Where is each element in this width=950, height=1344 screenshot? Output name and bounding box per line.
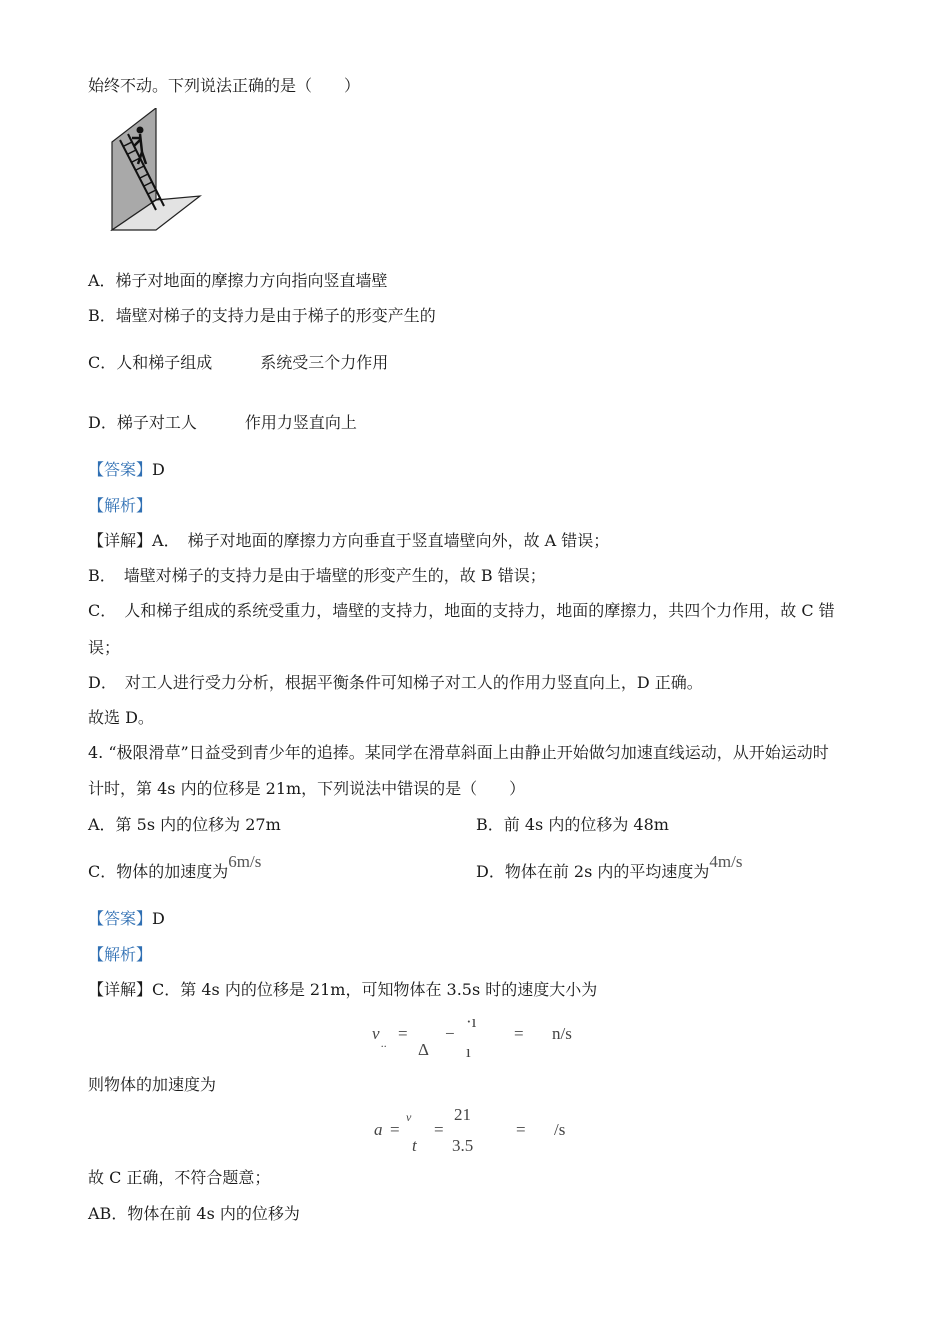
- eq1-bottom: ı: [466, 1042, 471, 1061]
- eq2-unit: /s: [554, 1120, 566, 1139]
- answer-value: D: [152, 909, 165, 928]
- q3-analysis: [88, 496, 152, 516]
- eq2-equals-2: =: [434, 1120, 444, 1139]
- q3-option-c: C．人和梯子组成 系统受三个力作用: [88, 353, 389, 372]
- eq1-equals-2: =: [514, 1024, 524, 1043]
- detail-text: A． 梯子对地面的摩擦力方向垂直于竖直墙壁向外，故 A 错误；: [152, 531, 610, 550]
- eq1-delta: Δ: [418, 1040, 429, 1059]
- eq1-unit: n/s: [552, 1024, 572, 1043]
- q4-option-b: B．前 4s 内的位移为 48m: [476, 815, 669, 834]
- eq1-top: ·ı: [466, 1012, 477, 1031]
- option-d-text: D．物体在前 2s 内的平均速度为: [476, 862, 710, 881]
- q4-answer: [88, 909, 165, 929]
- q4-option-c: [88, 852, 262, 882]
- detail-text: C．第 4s 内的位移是 21m，可知物体在 3.5s 时的速度大小为: [152, 980, 598, 999]
- q3-answer: [88, 460, 165, 480]
- eq2-lhs: a: [374, 1120, 383, 1139]
- answer-value: D: [152, 460, 165, 479]
- analysis-label: 【解析】: [88, 496, 153, 515]
- q3-option-b: B．墙壁对梯子的支持力是由于梯子的形变产生的: [88, 306, 436, 325]
- detail-label: 【详解】: [88, 980, 153, 999]
- q3-option-d: D．梯子对工人 作用力竖直向上: [88, 413, 357, 432]
- q4-ab-line: AB．物体在前 4s 内的位移为: [88, 1204, 300, 1223]
- eq2-num: 21: [454, 1105, 471, 1124]
- ladder-wall-figure: [104, 108, 204, 236]
- q4-stem-2: 计时，第 4s 内的位移是 21m，下列说法中错误的是（ ）: [88, 779, 526, 798]
- eq1-lhs: v: [372, 1024, 380, 1043]
- q3-detail-1: [88, 531, 609, 551]
- option-d-unit: 4m/s: [709, 852, 743, 871]
- eq2-den: 3.5: [452, 1136, 474, 1155]
- eq1-lhs-sub: ..: [381, 1036, 387, 1050]
- eq2-t: t: [412, 1136, 417, 1155]
- q4-option-a: A．第 5s 内的位移为 27m: [88, 815, 281, 834]
- eq1-minus: −: [445, 1024, 455, 1043]
- q3-detail-3: C． 人和梯子组成的系统受重力，墙壁的支持力，地面的支持力，地面的摩擦力，共四个力作用，故 C 错: [88, 601, 835, 620]
- answer-label: 【答案】: [88, 460, 153, 479]
- q3-detail-6: 故选 D。: [88, 708, 154, 727]
- detail-label: 【详解】: [88, 531, 153, 550]
- intro-tail: 始终不动。下列说法正确的是（ ）: [88, 76, 361, 95]
- q3-detail-2: B． 墙壁对梯子的支持力是由于墙壁的形变产生的，故 B 错误；: [88, 566, 546, 585]
- q3-detail-5: D． 对工人进行受力分析，根据平衡条件可知梯子对工人的作用力竖直向上，D 正确。: [88, 673, 703, 692]
- option-c-unit: 6m/s: [228, 852, 262, 871]
- eq2-equals: =: [390, 1120, 400, 1139]
- q4-conclusion: 故 C 正确，不符合题意；: [88, 1168, 271, 1187]
- q3-option-a: A．梯子对地面的摩擦力方向指向竖直墙壁: [88, 271, 388, 290]
- q4-accel-line: 则物体的加速度为: [88, 1075, 217, 1094]
- q4-stem-1: 4. “极限滑草”日益受到青少年的追捧。某同学在滑草斜面上由静止开始做匀加速直线运动，从开始运动时: [88, 743, 829, 762]
- eq2-equals-3: =: [516, 1120, 526, 1139]
- q3-detail-4: 误；: [88, 638, 121, 657]
- q4-detail-1: [88, 980, 597, 1000]
- q4-option-d: [476, 852, 743, 882]
- eq2-v: v: [406, 1110, 412, 1124]
- answer-label: 【答案】: [88, 909, 153, 928]
- option-c-text: C．物体的加速度为: [88, 862, 229, 881]
- analysis-label: 【解析】: [88, 945, 153, 964]
- q4-analysis: [88, 945, 152, 965]
- eq1-equals: =: [398, 1024, 408, 1043]
